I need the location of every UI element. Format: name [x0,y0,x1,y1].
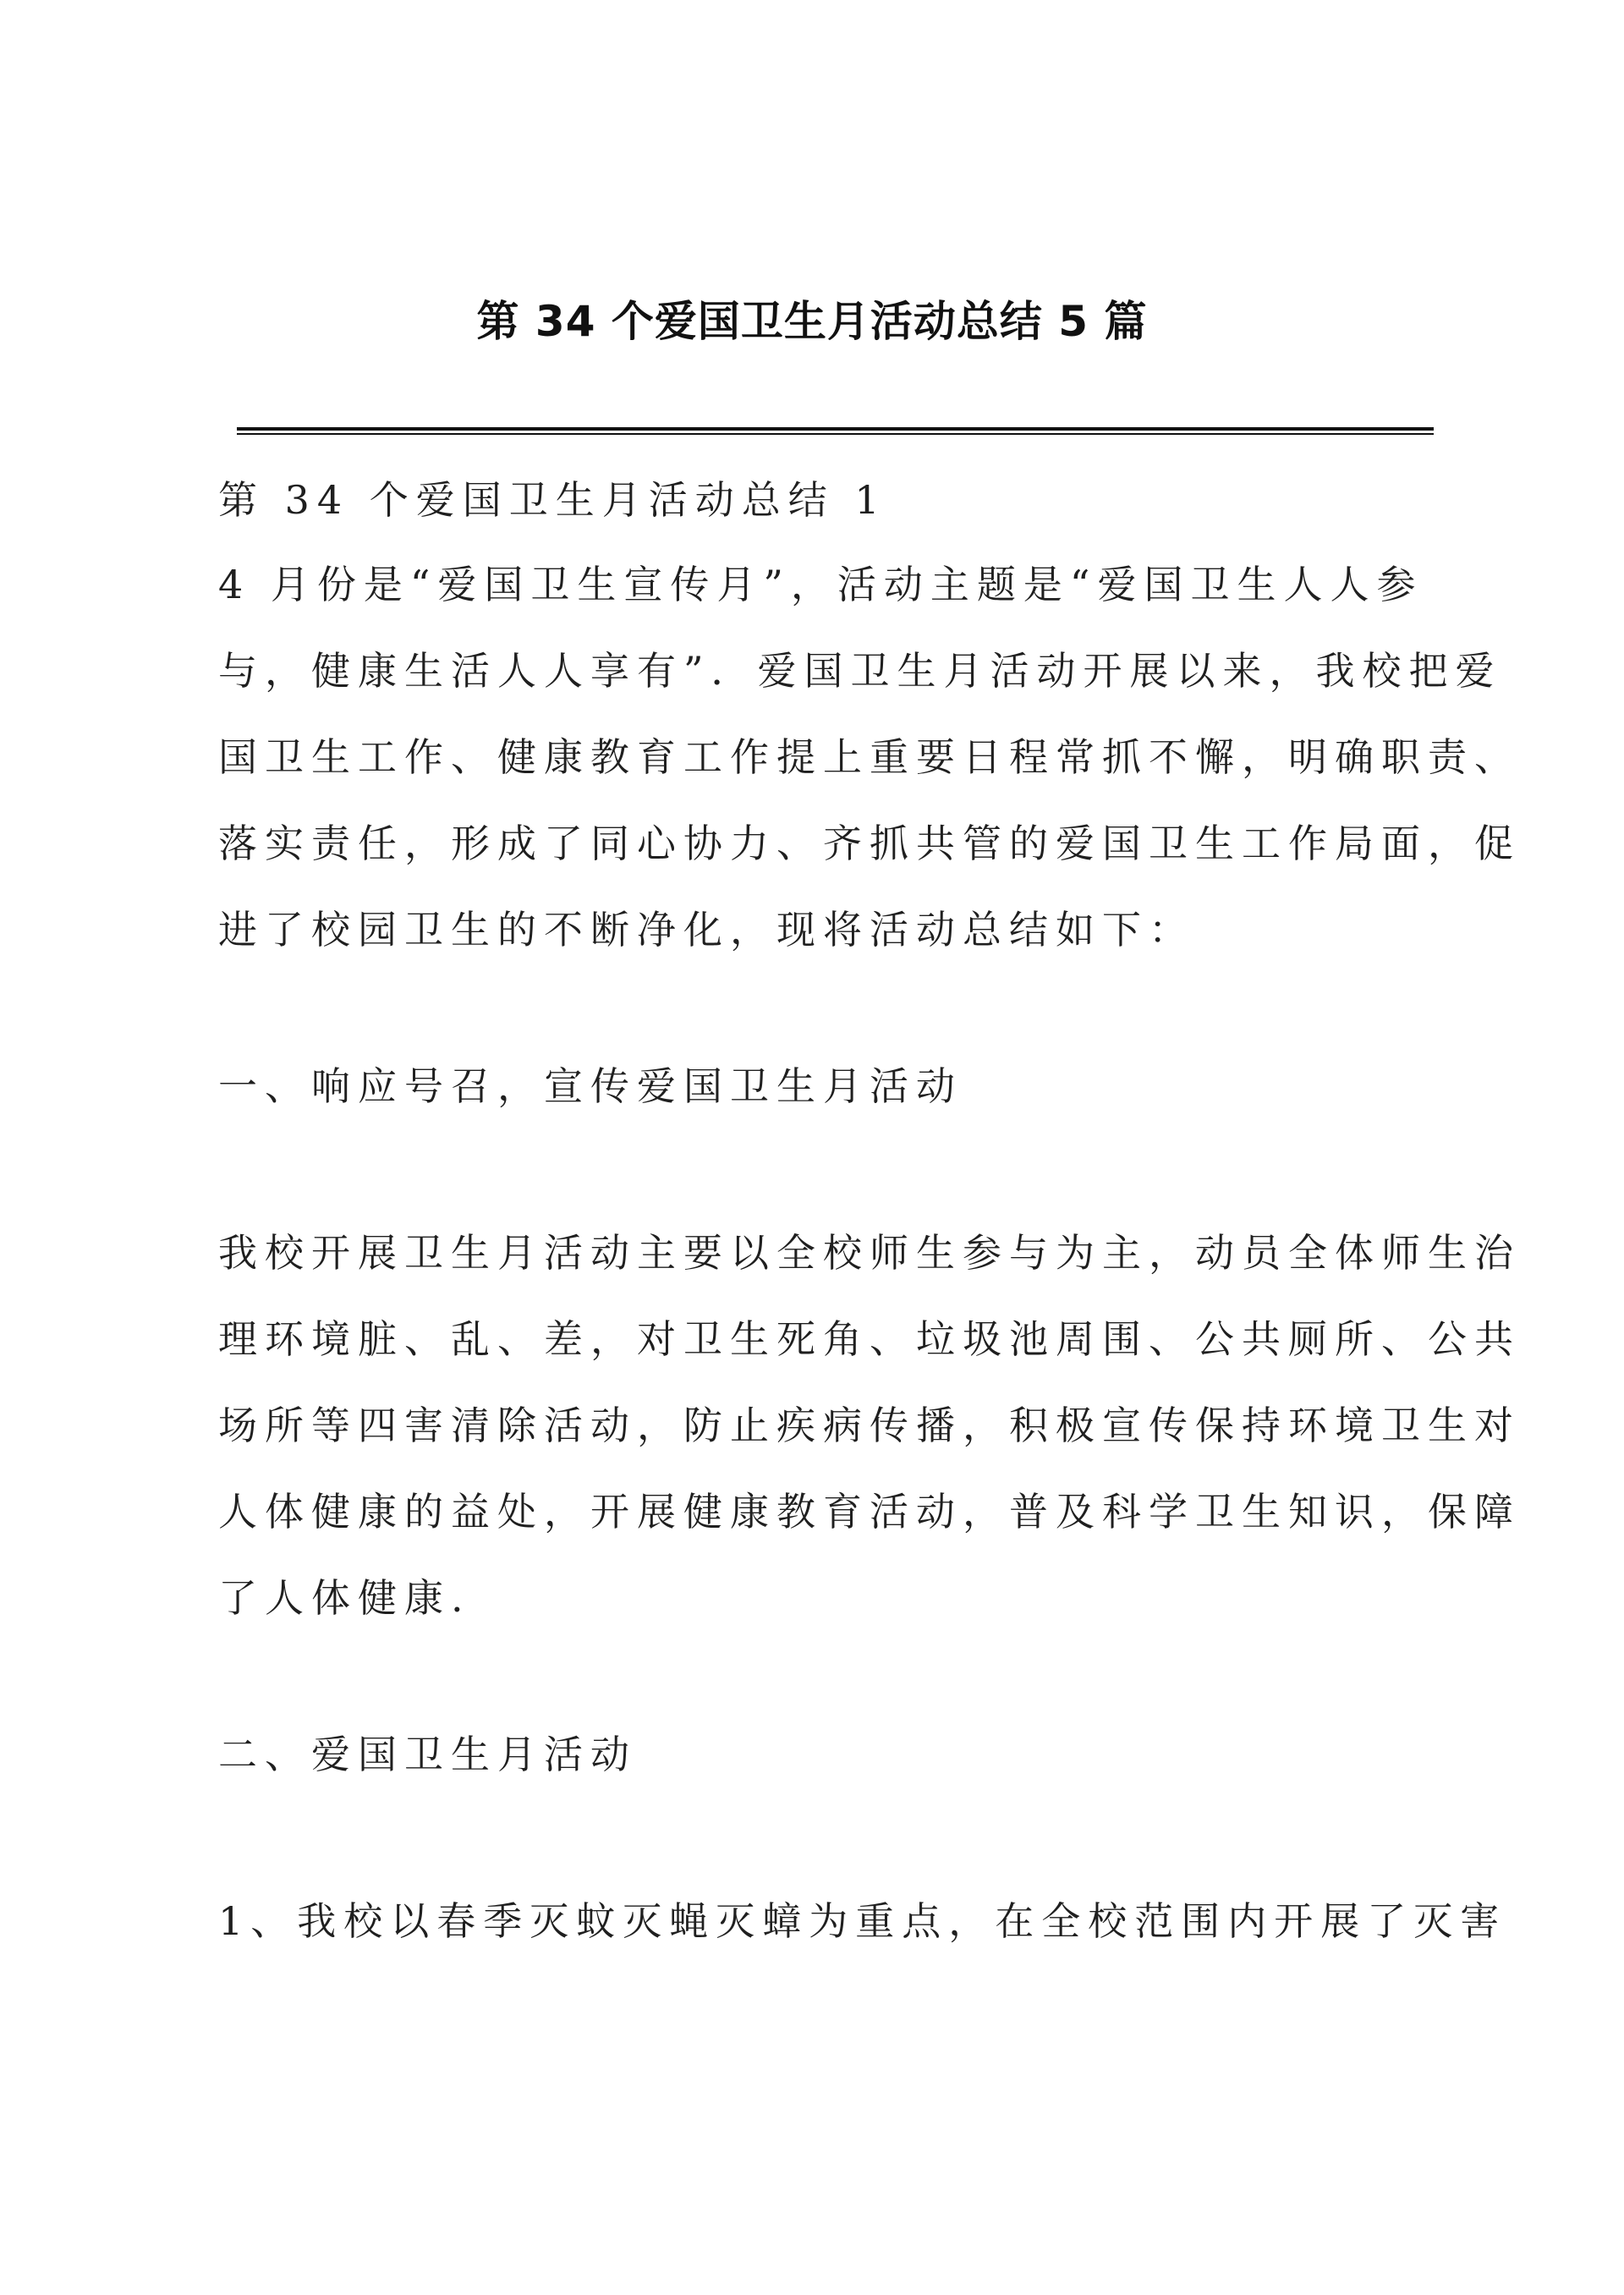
document-title: 第 34 个爱国卫生月活动总结 5 篇 [476,297,1148,346]
section2-heading: 二、爱国卫生月活动 [218,1732,637,1777]
title-divider-thick [237,427,1434,431]
subtitle-block [218,457,1436,543]
paragraph-line: 人体健康的益处，开展健康教育活动，普及科学卫生知识，保障 [218,1489,1521,1535]
section2-heading-block [218,1711,1436,1798]
section1-paragraph [218,1210,1521,1641]
paragraph-line: 我校开展卫生月活动主要以全校师生参与为主，动员全体师生治 [218,1230,1521,1276]
paragraph-line: 落实责任，形成了同心协力、齐抓共管的爱国卫生工作局面，促 [218,821,1521,866]
section1-heading: 一、响应号召，宣传爱国卫生月活动 [218,1063,963,1109]
intro-paragraph [218,541,1521,973]
section2-item-block [218,1878,1507,1964]
title-divider-thin [237,433,1434,435]
paragraph-line: 4 月份是“爱国卫生宣传月”，活动主题是“爱国卫生人人参 [218,562,1424,607]
paragraph-line: 了人体健康. [218,1575,471,1621]
paragraph-line: 进了校园卫生的不断净化，现将活动总结如下： [218,907,1195,953]
section2-item-1: 1、我校以春季灭蚊灭蝇灭蟑为重点，在全校范围内开展了灭害 [218,1898,1507,1944]
paragraph-line: 国卫生工作、健康教育工作提上重要日程常抓不懈，明确职责、 [218,734,1521,780]
document-subtitle: 第 34 个爱国卫生月活动总结 1 [218,477,887,523]
paragraph-line: 场所等四害清除活动，防止疾病传播，积极宣传保持环境卫生对 [218,1403,1521,1448]
section1-heading-block [218,1043,1436,1129]
paragraph-line: 与，健康生活人人享有”．爱国卫生月活动开展以来，我校把爱 [218,648,1502,694]
paragraph-line: 理环境脏、乱、差，对卫生死角、垃圾池周围、公共厕所、公共 [218,1316,1521,1362]
